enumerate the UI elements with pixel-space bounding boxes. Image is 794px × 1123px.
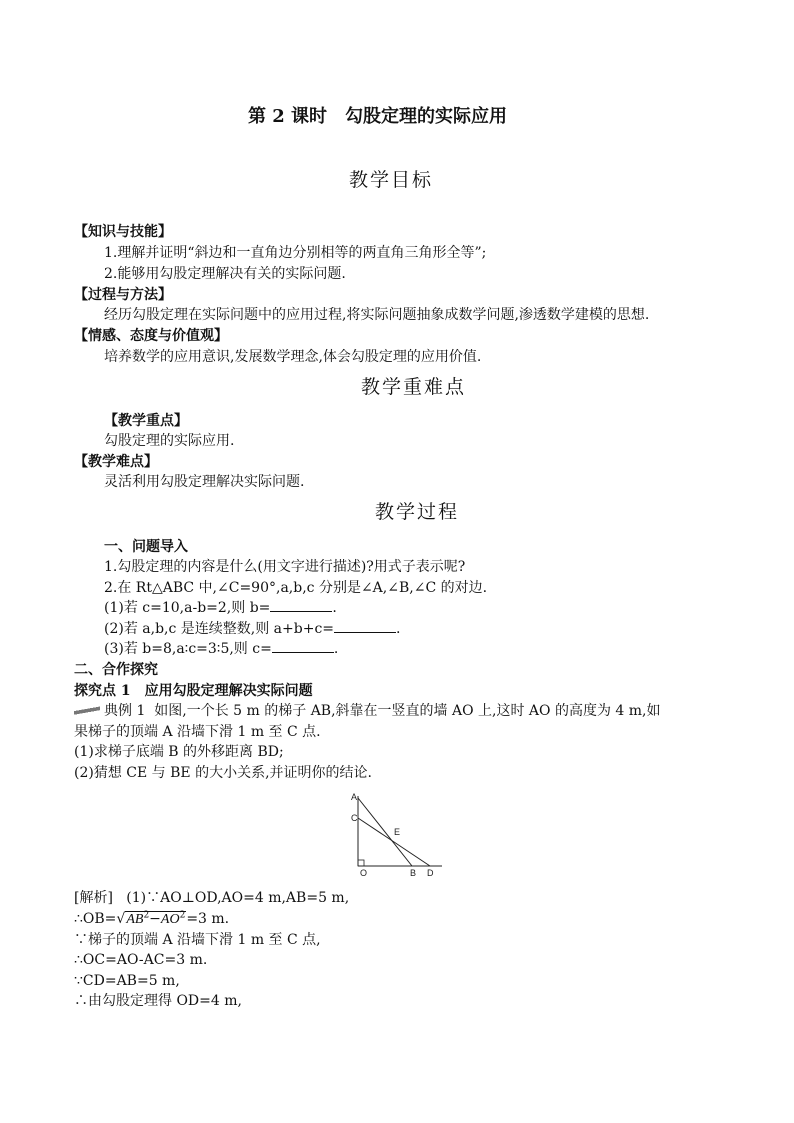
exponent: 2 xyxy=(143,910,150,921)
sqrt-sign: √ xyxy=(116,911,126,927)
knowledge-item-2: 2.能够用勾股定理解决有关的实际问题. xyxy=(104,266,346,282)
section-heading-process: 教学过程 xyxy=(375,501,460,523)
example-icon xyxy=(74,706,100,716)
analysis-line-1-text: (1)∵AO⊥OD,AO=4 m,AB=5 m, xyxy=(126,890,350,906)
page-title: 第 2 课时 勾股定理的实际应用 xyxy=(248,106,508,127)
example-text: 如图,一个长 5 m 的梯子 AB,斜靠在一竖直的墙 AO 上,这时 AO 的高度为 4 m,如 xyxy=(154,703,661,719)
question-2-sub-1 xyxy=(104,598,337,618)
answer-blank[interactable] xyxy=(270,598,332,612)
period: . xyxy=(396,621,401,637)
analysis-line-2 xyxy=(74,909,229,929)
answer-blank[interactable] xyxy=(272,639,334,653)
answer-blank[interactable] xyxy=(334,619,396,633)
knowledge-item-1: 1.理解并证明“斜边和一直角边分别相等的两直角三角形全等”; xyxy=(104,245,487,261)
label-c: C xyxy=(351,813,358,823)
analysis-line-2-suffix: =3 m. xyxy=(186,911,230,927)
question-2-sub-1-text: (1)若 c=10,a-b=2,则 b= xyxy=(104,600,271,616)
emotion-text: 培养数学的应用意识,发展数学理念,体会勾股定理的应用价值. xyxy=(104,349,482,365)
radicand-ao: AO xyxy=(160,912,180,927)
focus-text: 勾股定理的实际应用. xyxy=(104,433,235,449)
label-d: D xyxy=(427,868,434,878)
radicand-ab: AB xyxy=(126,912,144,927)
period: . xyxy=(333,641,339,657)
ladder-cd xyxy=(358,818,430,866)
focus-label: 【教学重点】 xyxy=(104,413,188,429)
analysis-line-3: ∵梯子的顶端 A 沿墙下滑 1 m 至 C 点, xyxy=(74,932,321,948)
exponent: 2 xyxy=(179,910,186,921)
question-1: 1.勾股定理的内容是什么(用文字进行描述)?用式子表示呢? xyxy=(104,559,466,575)
period: . xyxy=(332,600,337,616)
label-o: O xyxy=(360,868,368,878)
knowledge-label: 【知识与技能】 xyxy=(74,224,172,240)
question-2: 2.在 Rt△ABC 中,∠C=90°,a,b,c 分别是∠A,∠B,∠C 的对边. xyxy=(104,580,488,596)
process-text: 经历勾股定理在实际问题中的应用过程,将实际问题抽象成数学问题,渗透数学建模的思想. xyxy=(104,307,650,323)
question-2-sub-3 xyxy=(104,639,338,659)
question-2-sub-2 xyxy=(104,619,400,639)
label-a: A xyxy=(351,792,358,802)
emotion-label: 【情感、态度与价值观】 xyxy=(74,328,228,344)
example-line-2: 果梯子的顶端 A 沿墙下滑 1 m 至 C 点. xyxy=(74,724,321,740)
analysis-line-2-prefix: ∴OB= xyxy=(74,911,117,927)
sqrt-radicand xyxy=(125,911,186,927)
section-heading-objectives: 教学目标 xyxy=(349,169,434,191)
analysis-line-1 xyxy=(74,888,349,908)
analysis-line-4: ∴OC=AO-AC=3 m. xyxy=(74,952,208,968)
example-question-2: (2)猜想 CE 与 BE 的大小关系,并证明你的结论. xyxy=(74,765,372,781)
process-label: 【过程与方法】 xyxy=(74,287,172,303)
analysis-label: [解析] xyxy=(74,890,113,906)
section-heading-key-points: 教学重难点 xyxy=(361,376,467,398)
example-label: 典例 1 xyxy=(104,703,146,719)
part2-label: 二、合作探究 xyxy=(74,662,158,678)
part1-label: 一、问题导入 xyxy=(104,539,188,555)
difficulty-text: 灵活利用勾股定理解决实际问题. xyxy=(104,474,305,490)
analysis-line-6: ∴由勾股定理得 OD=4 m, xyxy=(74,993,242,1009)
analysis-line-5: ∵CD=AB=5 m, xyxy=(74,973,180,989)
label-b: B xyxy=(410,868,417,878)
ladder-figure xyxy=(340,788,450,880)
label-e: E xyxy=(394,827,401,837)
explore-label: 探究点 1 应用勾股定理解决实际问题 xyxy=(74,683,313,699)
minus-sign: − xyxy=(149,911,161,927)
question-2-sub-2-text: (2)若 a,b,c 是连续整数,则 a+b+c= xyxy=(104,621,335,637)
difficulty-label: 【教学难点】 xyxy=(74,454,158,470)
example-question-1: (1)求梯子底端 B 的外移距离 BD; xyxy=(74,744,284,760)
question-2-sub-3-text: (3)若 b=8,a∶c=3∶5,则 c= xyxy=(104,641,272,657)
example-line-1 xyxy=(74,701,661,721)
ladder-ab xyxy=(358,798,412,866)
right-angle-mark xyxy=(358,860,364,866)
